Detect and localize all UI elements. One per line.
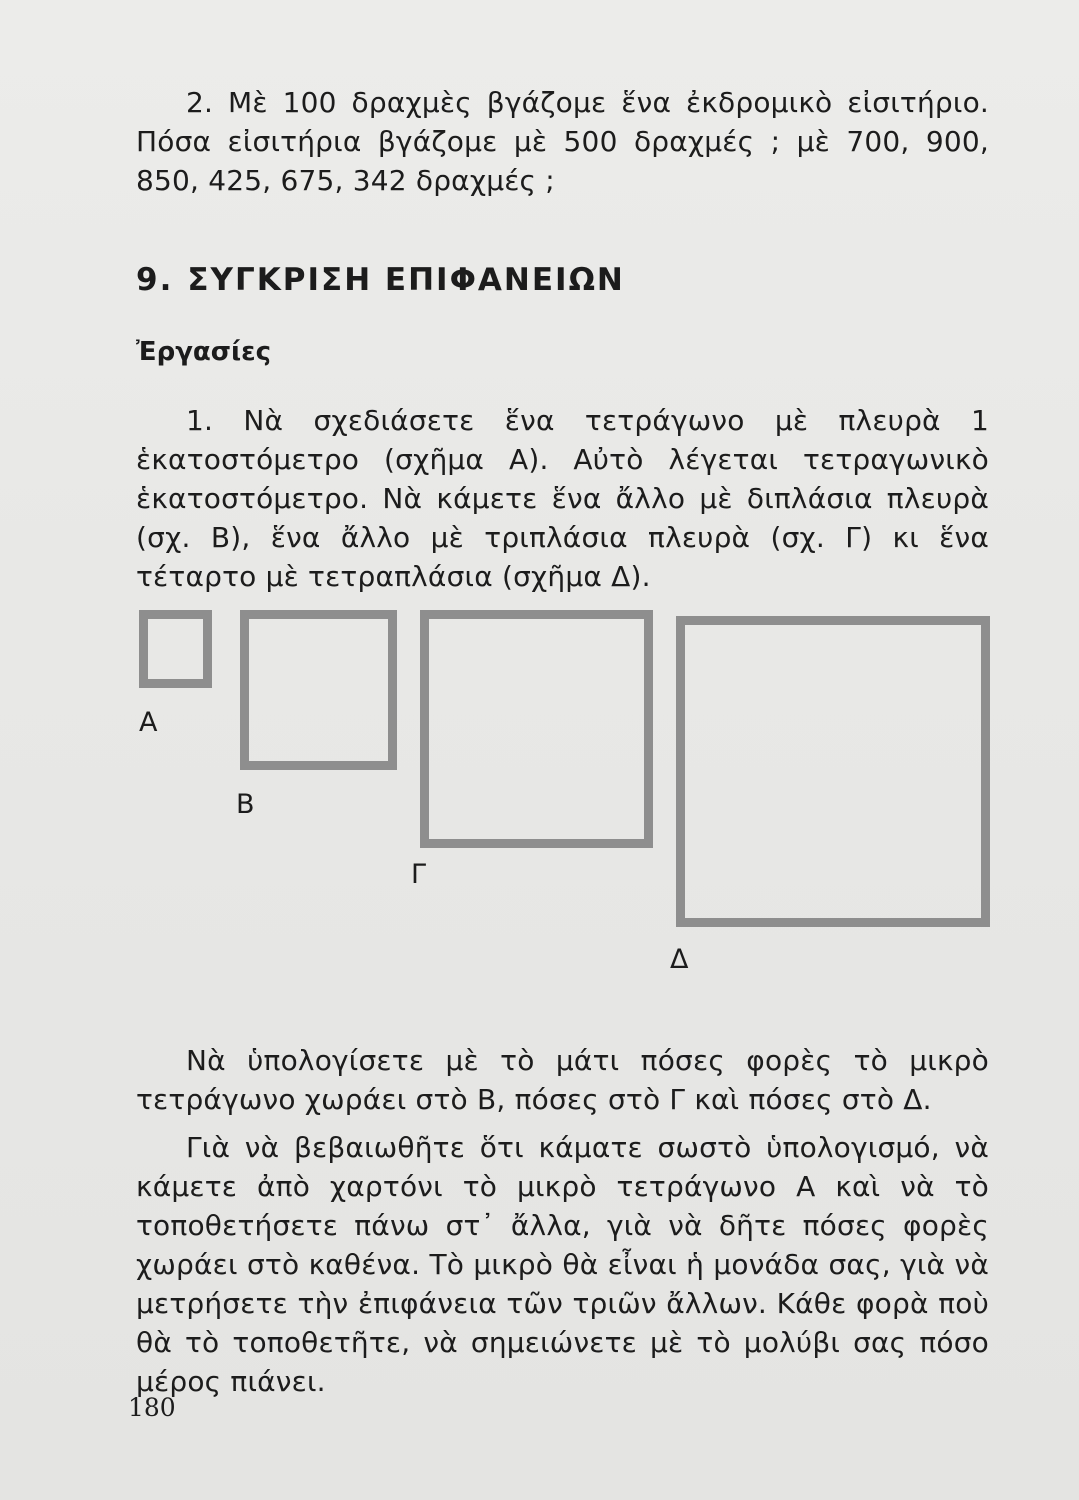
square-d-label: Δ	[670, 944, 689, 975]
page-number: 180	[128, 1393, 176, 1422]
square-a-label: Α	[139, 707, 158, 738]
subheading-tasks: Ἐργασίες	[136, 337, 272, 367]
section-heading	[136, 262, 625, 298]
square-g-label: Γ	[411, 859, 427, 890]
square-b-label: Β	[236, 789, 255, 820]
problem-2-paragraph: 2. Μὲ 100 δραχμὲς βγάζομε ἕνα ἐκδρομικὸ εἰσιτήριο. Πόσα εἰσιτήρια βγάζομε μὲ 500 δραχμές ; μὲ 700, 900, 850, 425, 675, 342 δραχμές ;	[136, 86, 989, 197]
verify-paragraph: Γιὰ νὰ βεβαιωθῆτε ὅτι κάματε σωστὸ ὑπολογισμό, νὰ κάμετε ἀπὸ χαρτόνι τὸ μικρὸ τετράγωνο Α καὶ νὰ τὸ τοποθετήσετε πάνω στ᾽ ἄλλα, γιὰ νὰ δῆτε πόσες φορὲς χωράει στὸ καθένα. Τὸ μικρὸ θὰ εἶναι ἡ μονάδα σας, γιὰ νὰ μετρήσετε τὴν ἐπιφάνεια τῶν τριῶν ἄλλων. Κάθε φορὰ ποὺ θὰ τὸ τοποθετῆτε, νὰ σημειώνετε μὲ τὸ μολύβι σας πόσο μέρος πιάνει.	[136, 1131, 989, 1398]
estimate-paragraph: Νὰ ὑπολογίσετε μὲ τὸ μάτι πόσες φορὲς τὸ μικρὸ τετράγωνο χωράει στὸ Β, πόσες στὸ Γ καὶ πόσες στὸ Δ.	[136, 1044, 989, 1116]
square-d	[676, 616, 990, 927]
section-title-text: ΣΥΓΚΡΙΣΗ ΕΠΙΦΑΝΕΙΩΝ	[187, 262, 625, 298]
square-b	[240, 610, 397, 770]
task-1-paragraph: 1. Νὰ σχεδιάσετε ἕνα τετράγωνο μὲ πλευρὰ 1 ἑκατοστόμετρο (σχῆμα Α). Αὐτὸ λέγεται τετραγωνικὸ ἑκατοστόμετρο. Νὰ κάμετε ἕνα ἄλλο μὲ διπλάσια πλευρὰ (σχ. Β), ἕνα ἄλλο μὲ τριπλάσια πλευρὰ (σχ. Γ) κι ἕνα τέταρτο μὲ τετραπλάσια (σχῆμα Δ).	[136, 404, 989, 593]
square-g	[420, 610, 653, 848]
square-a	[139, 610, 212, 688]
section-number: 9.	[136, 262, 174, 298]
